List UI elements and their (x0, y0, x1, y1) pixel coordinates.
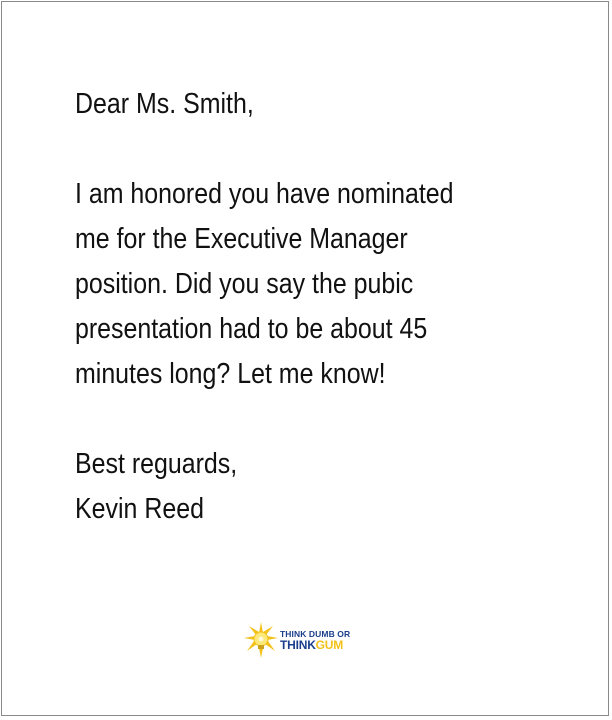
greeting: Dear Ms. Smith, (75, 88, 254, 120)
body-line: minutes long? Let me know! (75, 358, 386, 390)
body-line: me for the Executive Manager (75, 223, 408, 255)
sunburst-lightbulb-icon (243, 621, 279, 661)
logo-think-text: THINK (280, 638, 316, 652)
letter-page (1, 1, 609, 716)
body-line: I am honored you have nominated (75, 178, 454, 210)
think-gum-logo (243, 621, 373, 661)
closing: Best reguards, (75, 448, 238, 480)
letter-body (75, 82, 479, 532)
paragraph-spacer (75, 397, 479, 442)
logo-gum-text: GUM (315, 638, 344, 652)
body-line: position. Did you say the pubic (75, 268, 414, 300)
signature: Kevin Reed (75, 493, 204, 525)
logo-tagline-top: THINK DUMB OR (280, 629, 351, 639)
logo-tagline-bottom (280, 638, 343, 652)
body-line: presentation had to be about 45 (75, 313, 428, 345)
paragraph-spacer (75, 127, 479, 172)
